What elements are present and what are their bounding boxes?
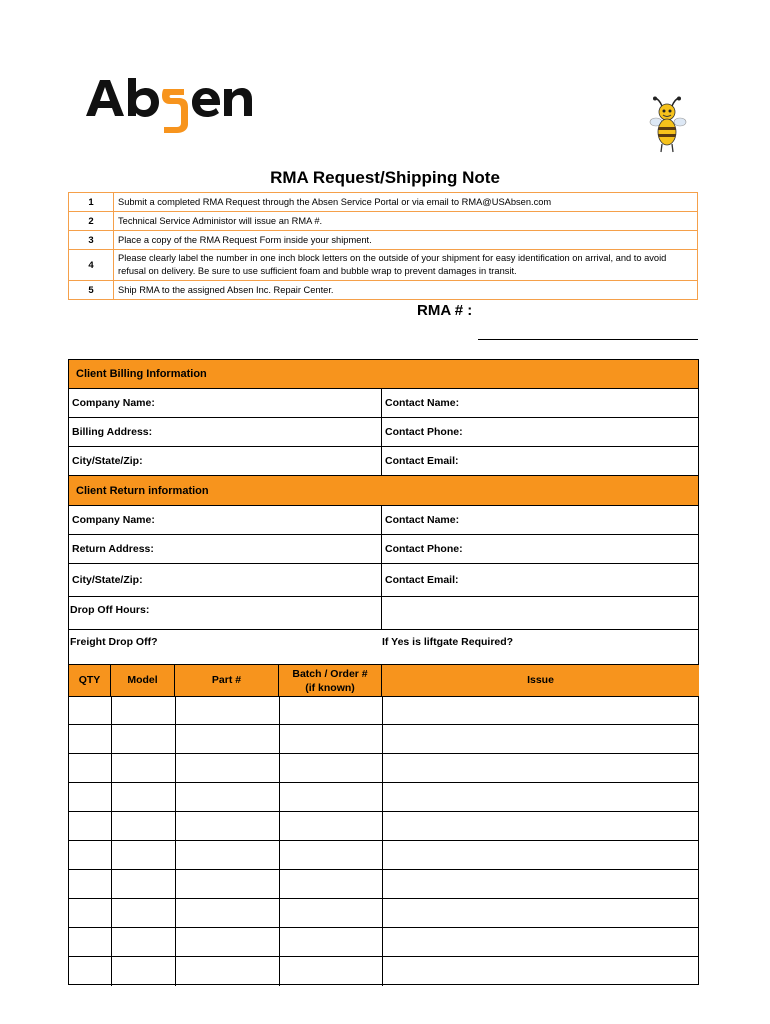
step-text: Place a copy of the RMA Request Form inside your shipment.	[114, 231, 698, 250]
items-table	[69, 665, 698, 986]
item-row[interactable]	[69, 899, 698, 928]
column-divider	[381, 506, 382, 630]
liftgate-label: If Yes is liftgate Required?	[382, 636, 514, 648]
column-header-issue: Issue	[382, 665, 699, 696]
item-row[interactable]	[69, 928, 698, 957]
return-city-row[interactable]	[69, 564, 698, 597]
column-divider	[381, 389, 382, 476]
return-city-label: City/State/Zip:	[72, 574, 143, 586]
item-row[interactable]	[69, 754, 698, 783]
step-number: 2	[69, 212, 114, 231]
billing-contact-email-label: Contact Email:	[385, 455, 459, 467]
batch-header-line1: Batch / Order #	[292, 668, 368, 680]
absen-logo	[84, 72, 254, 134]
instruction-row	[69, 250, 698, 281]
step-text: Please clearly label the number in one inch block letters on the outside of your shipment for easy identification on arrival, and to avoid refusal on delivery. Be sure to use sufficient foam and bubble wrap to prevent damages in transit.	[114, 250, 698, 281]
instructions-table	[68, 192, 698, 300]
instruction-row	[69, 212, 698, 231]
billing-section-header: Client Billing Information	[69, 360, 698, 389]
column-header-batch	[279, 665, 382, 696]
item-row[interactable]	[69, 841, 698, 870]
return-company-label: Company Name:	[72, 514, 155, 526]
return-company-row[interactable]	[69, 506, 698, 535]
return-contact-name-label: Contact Name:	[385, 514, 460, 526]
return-contact-phone-label: Contact Phone:	[385, 543, 463, 555]
bee-mascot-icon	[648, 96, 688, 154]
step-number: 4	[69, 250, 114, 281]
billing-city-label: City/State/Zip:	[72, 455, 143, 467]
return-contact-email-label: Contact Email:	[385, 574, 459, 586]
batch-header-line2: (if known)	[305, 682, 355, 694]
billing-contact-name-label: Contact Name:	[385, 397, 460, 409]
billing-company-label: Company Name:	[72, 397, 155, 409]
table-column-divider	[175, 696, 176, 986]
item-row[interactable]	[69, 725, 698, 754]
step-text: Ship RMA to the assigned Absen Inc. Repair Center.	[114, 281, 698, 300]
instruction-row	[69, 281, 698, 300]
billing-address-row[interactable]	[69, 418, 698, 447]
billing-city-row[interactable]	[69, 447, 698, 476]
item-row[interactable]	[69, 957, 698, 986]
billing-company-row[interactable]	[69, 389, 698, 418]
column-header-qty: QTY	[69, 665, 111, 696]
dropoff-hours-label: Drop Off Hours:	[70, 604, 150, 616]
step-text: Submit a completed RMA Request through the Absen Service Portal or via email to RMA@USAbsen.com	[114, 193, 698, 212]
item-row[interactable]	[69, 696, 698, 725]
item-row[interactable]	[69, 783, 698, 812]
return-address-label: Return Address:	[72, 543, 154, 555]
rma-form	[68, 359, 699, 985]
billing-address-label: Billing Address:	[72, 426, 153, 438]
table-column-divider	[279, 696, 280, 986]
column-header-model: Model	[111, 665, 175, 696]
instruction-row	[69, 231, 698, 250]
step-number: 1	[69, 193, 114, 212]
step-number: 5	[69, 281, 114, 300]
return-section-header: Client Return information	[69, 476, 698, 506]
rma-number-field[interactable]	[478, 339, 698, 340]
table-column-divider	[111, 696, 112, 986]
rma-number-label: RMA # :	[417, 302, 473, 319]
instruction-row	[69, 193, 698, 212]
dropoff-hours-row[interactable]	[69, 597, 698, 630]
table-column-divider	[382, 696, 383, 986]
page-title: RMA Request/Shipping Note	[270, 168, 500, 187]
step-number: 3	[69, 231, 114, 250]
billing-contact-phone-label: Contact Phone:	[385, 426, 463, 438]
step-text: Technical Service Administor will issue an RMA #.	[114, 212, 698, 231]
return-address-row[interactable]	[69, 535, 698, 564]
freight-dropoff-label: Freight Drop Off?	[70, 636, 158, 648]
item-row[interactable]	[69, 870, 698, 899]
freight-row[interactable]	[69, 630, 698, 665]
item-row[interactable]	[69, 812, 698, 841]
column-header-part: Part #	[175, 665, 279, 696]
